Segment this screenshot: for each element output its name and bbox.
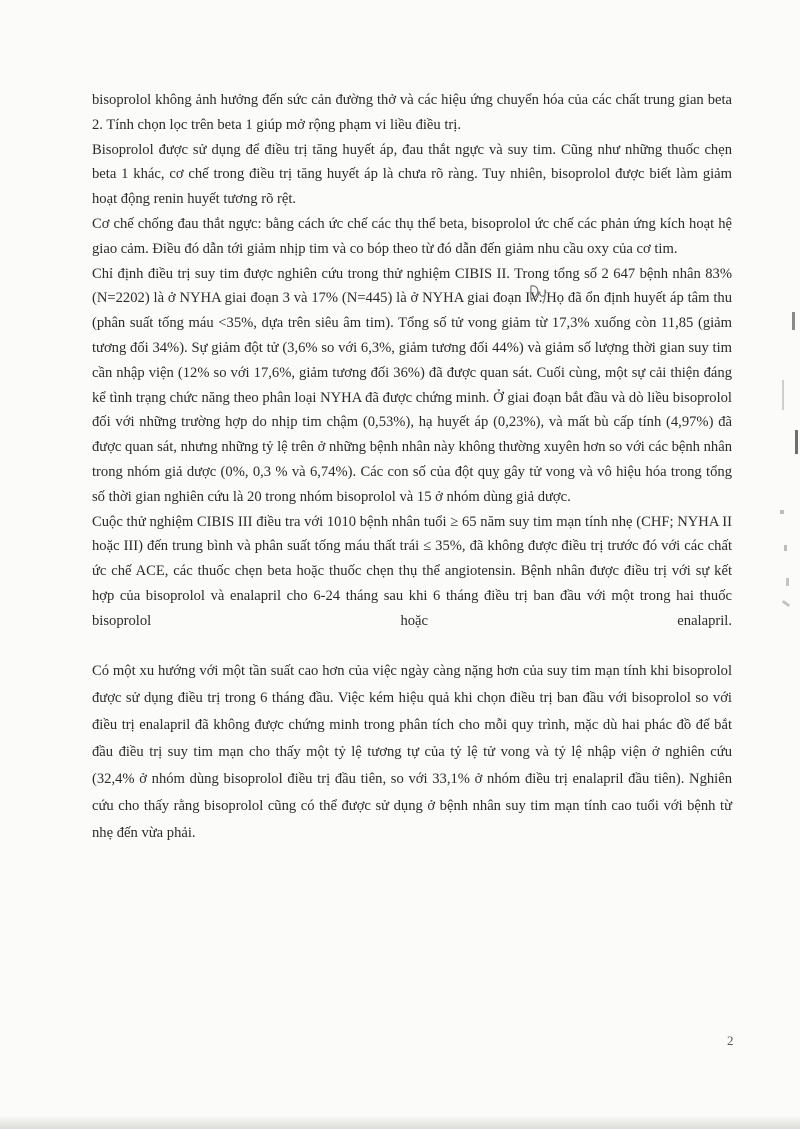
- scan-mark-dot: [784, 545, 787, 551]
- body-text: [92, 88, 732, 847]
- scan-mark-dot: [780, 510, 784, 514]
- scan-mark-line: [782, 600, 790, 607]
- paragraph-indications: Bisoprolol được sử dụng để điều trị tăng huyết áp, đau thắt ngực và suy tim. Cũng như những thuốc chẹn beta 1 khác, cơ chế trong điều trị tăng huyết áp là chưa rõ ràng. Tuy nhiên, bisoprolol được biết làm giảm hoạt động renin huyết tương rõ rệt.: [92, 141, 732, 208]
- handwritten-initials-mark: [527, 282, 551, 304]
- paragraph-cibis-iii-results: Có một xu hướng với một tần suất cao hơn của việc ngày càng nặng hơn của suy tim mạn tính khi bisoprolol được sử dụng điều trị trong 6 tháng đầu. Việc kém hiệu quả khi chọn điều trị ban đầu với bisoprolol so với điều trị enalapril đã không được chứng minh trong phân tích cho mỗi quy trình, mặc dù hai phác đồ để bắt đầu điều trị suy tim mạn cho thấy một tỷ lệ tương tự của tỷ lệ tử vong và tỷ lệ nhập viện ở nghiên cứu (32,4% ở nhóm dùng bisoprolol điều trị đầu tiên, so với 33,1% ở nhóm điều trị enalapril đầu tiên). Nghiên cứu cho thấy rằng bisoprolol cũng có thể được sử dụng ở bệnh nhân suy tim mạn tính cao tuổi với bệnh từ nhẹ đến vừa phải.: [92, 662, 732, 841]
- paragraph-cibis-iii: Cuộc thử nghiệm CIBIS III điều tra với 1010 bệnh nhân tuổi ≥ 65 năm suy tim mạn tính nhẹ (CHF; NYHA II hoặc III) đến trung bình và phân suất tống máu thất trái ≤ 35%, đã không được điều trị trước đó với các chất ức chế ACE, các thuốc chẹn beta hoặc thuốc chẹn thụ thể angiotensin. Bệnh nhân được điều trị với sự kết hợp của bisoprolol và enalapril cho 6-24 tháng sau khi 6 tháng điều trị ban đầu với một trong hai thuốc bisoprolol hoặc enalapril.: [92, 513, 732, 629]
- paragraph-cibis-ii: Chỉ định điều trị suy tim được nghiên cứu trong thử nghiệm CIBIS II. Trong tổng số 2 647 bệnh nhân 83% (N=2202) là ở NYHA giai đoạn 3 và 17% (N=445) là ở NYHA giai đoạn IV. Họ đã ổn định huyết áp tâm thu (phân suất tống máu <35%, dựa trên siêu âm tim). Tổng số tử vong giảm từ 17,3% xuống còn 11,85 (giảm tương đối 34%). Sự giảm đột tử (3,6% so với 6,3%, giảm tương đối 44%) và giảm số lượng thời gian suy tim cần nhập viện (12% so với 17,6%, giảm tương đối 36%) đã được quan sát. Cuối cùng, một sự cải thiện đáng kể tình trạng chức năng theo phân loại NYHA đã được chứng minh. Ở giai đoạn bắt đầu và dò liều bisoprolol đối với những trường hợp do nhịp tim chậm (0,53%), hạ huyết áp (0,23%), và mất bù cấp tính (4,97%) đã được quan sát, nhưng những tỷ lệ trên ở những bệnh nhân này không thường xuyên hơn so với các bệnh nhân trong nhóm giả dược (0%, 0,3 % và 6,74%). Các con số của đột quỵ gây tử vong và vô hiệu hóa trong tổng số thời gian nghiên cứu là 20 trong nhóm bisoprolol và 15 ở nhóm dùng giả dược.: [92, 265, 732, 505]
- scan-mark-line: [795, 430, 798, 454]
- page-number: 2: [727, 1033, 734, 1048]
- scan-mark-line: [792, 312, 795, 330]
- scan-bottom-edge: [0, 1115, 800, 1129]
- paragraph-gap: [92, 634, 732, 658]
- scan-mark-line: [782, 380, 784, 410]
- scan-edge-artifacts: [762, 0, 800, 1129]
- paragraph-beta-selectivity: bisoprolol không ảnh hưởng đến sức cản đường thở và các hiệu ứng chuyển hóa của các chất trung gian beta 2. Tính chọn lọc trên beta 1 giúp mở rộng phạm vi liều điều trị.: [92, 92, 732, 133]
- scan-mark-dot: [786, 578, 789, 586]
- paragraph-antianginal-mechanism: Cơ chế chống đau thắt ngực: bằng cách ức chế các thụ thể beta, bisoprolol ức chế các phản ứng kích hoạt hệ giao cảm. Điều đó dẫn tới giảm nhịp tim và co bóp theo từ đó dẫn đến giảm nhu cầu oxy của cơ tim.: [92, 215, 732, 257]
